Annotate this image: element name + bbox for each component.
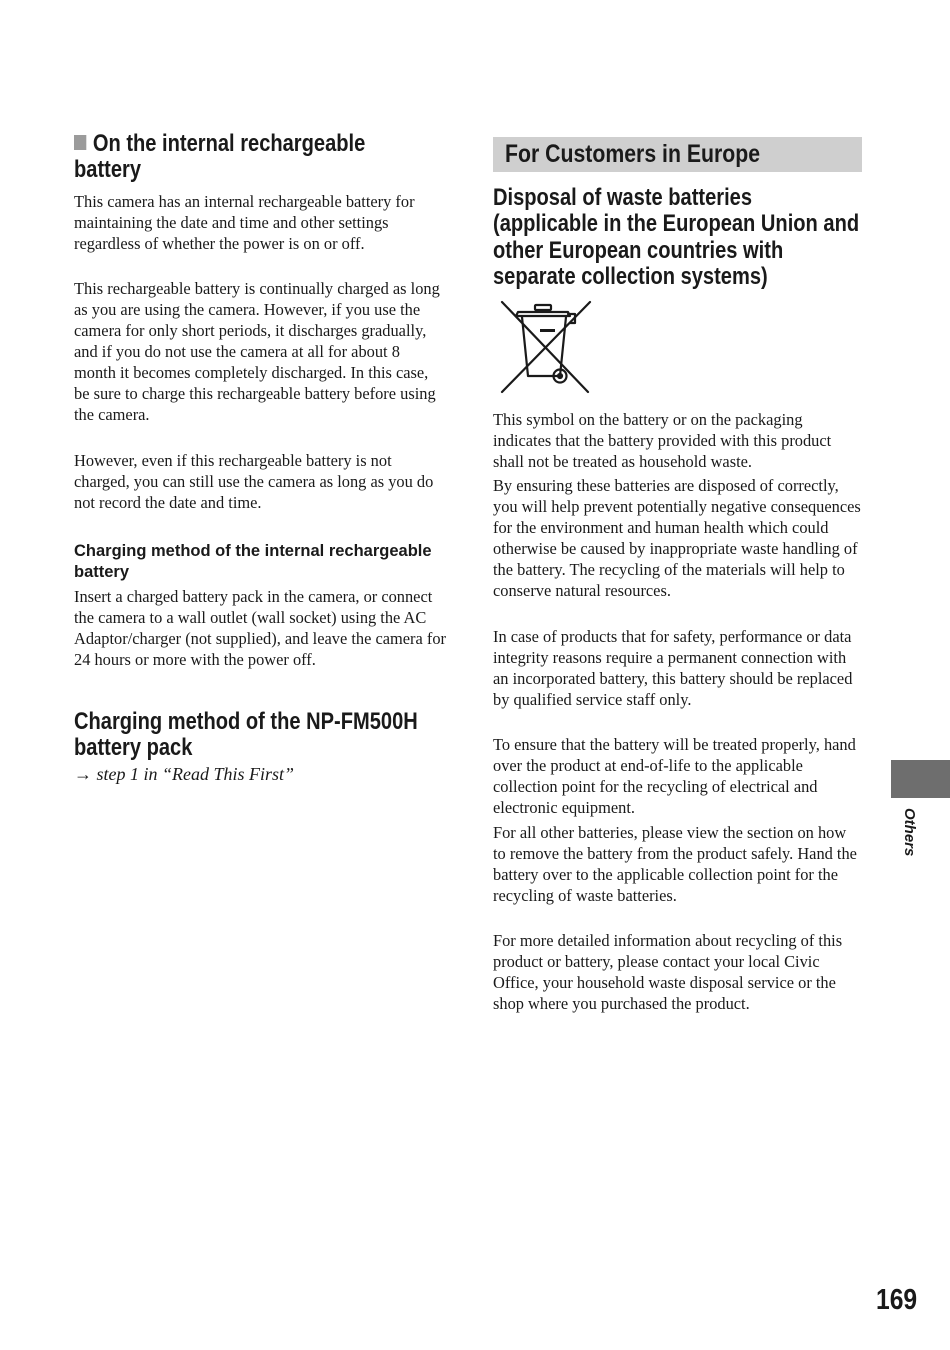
page-number: 169 <box>876 1284 918 1316</box>
np-fm500h-heading: Charging method of the NP-FM500H battery pack <box>74 708 418 761</box>
disposal-paragraph-3: In case of products that for safety, performance or data integrity reasons require a permanent connection with an incorporated battery, this battery should be replaced by qualified service staff only. <box>493 627 853 709</box>
internal-battery-paragraph-3: However, even if this rechargeable battery is not charged, you can still use the camera as long as you do not record the date and time. <box>74 451 434 512</box>
crossed-out-wheeled-bin-icon <box>498 298 594 396</box>
disposal-paragraph-6: For more detailed information about recycling of this product or battery, please contact your local Civic Office, your household waste disposal service or the shop where you purchased the product. <box>493 931 843 1013</box>
disposal-paragraph-5: For all other batteries, please view the section on how to remove the battery from the product safely. Hand the battery over to the applicable collection point for the recycling of waste batteries. <box>493 823 857 905</box>
internal-battery-paragraph-1: This camera has an internal rechargeable battery for maintaining the date and time and other settings regardless of whether the power is on or off. <box>74 192 415 253</box>
disposal-paragraph-1: This symbol on the battery or on the packaging indicates that the battery provided with this product shall not be treated as household waste. <box>493 410 832 471</box>
disposal-paragraph-4: To ensure that the battery will be treated properly, hand over the product at end-of-life to the applicable collection point for the recycling of electrical and electronic equipment. <box>493 735 856 817</box>
charging-internal-paragraph: Insert a charged battery pack in the camera, or connect the camera to a wall outlet (wall socket) using the AC Adaptor/charger (not supplied), and leave the camera for 24 hours or more with the power off. <box>74 587 446 669</box>
europe-banner <box>493 137 862 172</box>
internal-battery-paragraph-2: This rechargeable battery is continually charged as long as you are using the camera. However, if you use the camera for only short periods, it discharges gradually, and if you do not use the camera at all for about 8 month it becomes completely discharged. In this case, be sure to charge this rechargeable battery before using the camera. <box>74 279 440 424</box>
internal-battery-heading: On the internal rechargeable battery <box>74 130 366 183</box>
section-tab <box>891 760 950 798</box>
disposal-heading: Disposal of waste batteries (applicable in the European Union and other European countries with separate collection systems) <box>493 184 860 290</box>
right-arrow-icon: → <box>74 764 92 784</box>
square-bullet-icon <box>74 135 86 150</box>
disposal-paragraph-2: By ensuring these batteries are disposed of correctly, you will help prevent potentially negative consequences for the environment and human health which could otherwise be caused by inappropriate waste handling of the battery. The recycling of the materials will help to conserve natural resources. <box>493 476 861 600</box>
section-tab-label: Others <box>901 808 918 857</box>
step-reference: → step 1 in “Read This First” <box>74 764 295 784</box>
charging-internal-subheading: Charging method of the internal rechargeable battery <box>74 542 432 581</box>
banner-title: For Customers in Europe <box>505 140 761 168</box>
